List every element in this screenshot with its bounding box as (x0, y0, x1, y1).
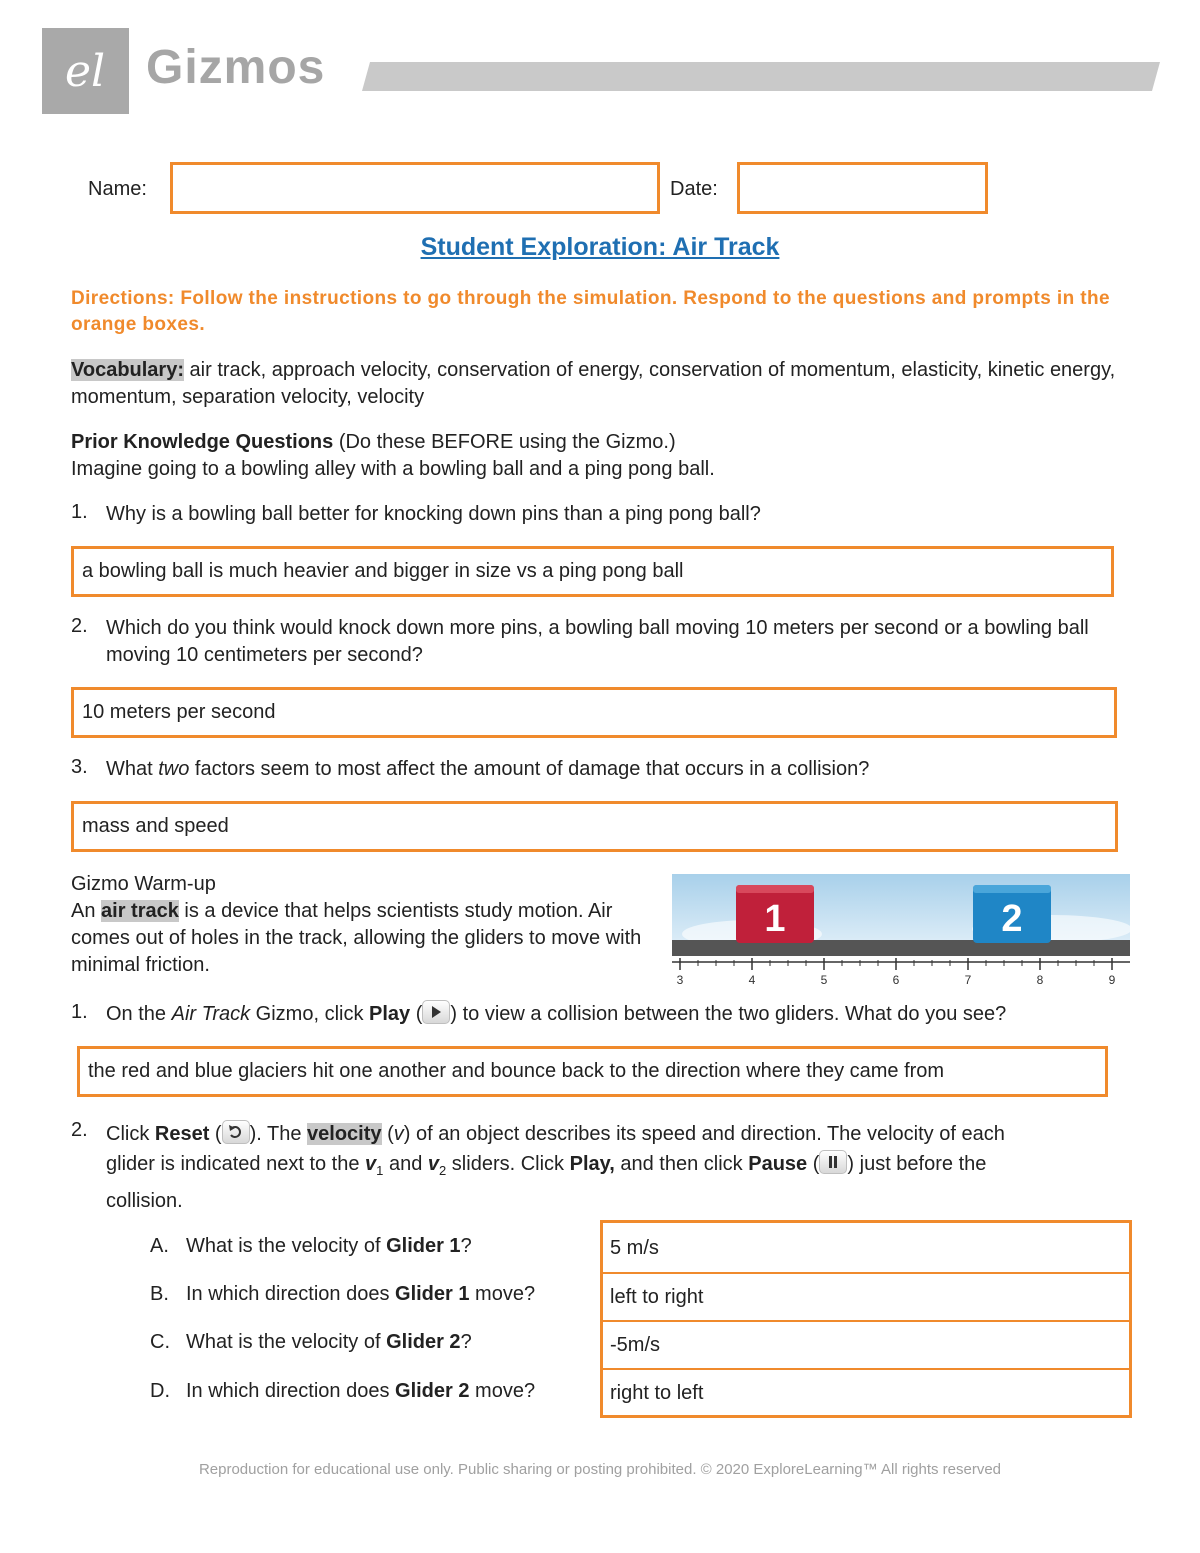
prior-intro: Imagine going to a bowling alley with a bowling ball and a ping pong ball. (71, 458, 715, 480)
pause-icon (819, 1150, 847, 1174)
sub-text (186, 1331, 472, 1354)
q-text: ( (807, 1153, 820, 1175)
answer-cell-a[interactable] (603, 1223, 1129, 1273)
play-icon (422, 1000, 450, 1024)
q-text: Click (106, 1123, 155, 1145)
sub-text (186, 1380, 535, 1403)
svg-text:el: el (64, 46, 106, 97)
q2-line-2 (106, 1149, 1136, 1186)
q-text: ) to view a collision between the two gliders. What do you see? (450, 1003, 1007, 1025)
prior-heading: Prior Knowledge Questions (71, 431, 334, 453)
pause-label: Pause (748, 1153, 808, 1175)
q-text: ( (410, 1003, 423, 1025)
q3-text-italic: two (158, 758, 190, 780)
play-label: Play, (569, 1153, 615, 1175)
q-text: In which direction does (186, 1283, 396, 1305)
warmup-heading: Gizmo Warm-up (71, 873, 216, 895)
q-text: ? (460, 1331, 472, 1353)
velocity-term: velocity (307, 1123, 382, 1145)
q-text: sliders. Click (446, 1153, 570, 1175)
name-label: Name: (88, 178, 147, 200)
answer-text: right to left (610, 1381, 704, 1404)
vocabulary-label: Vocabulary: (71, 359, 184, 381)
answer-cell-b[interactable] (603, 1272, 1129, 1320)
directions-text: Directions: Follow the instructions to go through the simulation. Respond to the questions and prompts in the orange boxes. (71, 288, 1110, 335)
glider-1 (736, 885, 814, 943)
answer-cell-c[interactable] (603, 1320, 1129, 1368)
warmup-intro-b: is a device that helps scientists study motion. Air comes out of holes in the track, allowing the gliders to move with minimal friction. (71, 900, 642, 976)
q-text-bold: Glider 1 (395, 1283, 470, 1305)
reset-label: Reset (154, 1123, 210, 1145)
name-field[interactable] (170, 162, 660, 214)
header-bar (362, 62, 1160, 91)
q-text: ) just before the (847, 1153, 987, 1175)
answer-table (600, 1220, 1132, 1418)
q3-text-b: factors seem to most affect the amount of damage that occurs in a collision? (189, 758, 870, 780)
question-text (106, 1001, 1136, 1028)
sub-letter: C. (150, 1331, 170, 1353)
question-number: 1. (71, 1001, 88, 1023)
answer-text: a bowling ball is much heavier and bigger in size vs a ping pong ball (82, 560, 684, 582)
ruler-tick-label: 8 (1036, 973, 1044, 987)
q-text: ) of an object describes its speed and direction. The velocity of each (403, 1123, 1005, 1145)
v-symbol: v (393, 1123, 404, 1145)
answer-text: left to right (610, 1285, 704, 1308)
answer-cell-d[interactable] (603, 1368, 1129, 1416)
q-text: ? (460, 1235, 472, 1257)
answer-text: 10 meters per second (82, 701, 276, 723)
air-track-image (672, 874, 1130, 988)
q-text: In which direction does (186, 1380, 396, 1402)
q-text: move? (469, 1283, 536, 1305)
brand-name: Gizmos (146, 41, 326, 94)
question-text (106, 1119, 1136, 1216)
q-text-bold: Glider 2 (386, 1331, 461, 1353)
question-text: Which do you think would knock down more pins, a bowling ball moving 10 meters per second or a bowling ball moving 10 centimeters per second? (106, 617, 1089, 666)
v2-symbol: v (427, 1153, 440, 1175)
prior-heading-note: (Do these BEFORE using the Gizmo.) (333, 431, 676, 453)
q-text: Gizmo, click (250, 1003, 370, 1025)
answer-box-1[interactable] (71, 546, 1114, 597)
footer-copyright: Reproduction for educational use only. Public sharing or posting prohibited. © 2020 ExploreLearning™ All rights reserved (198, 1461, 1002, 1478)
q-text: move? (469, 1380, 536, 1402)
explorelearning-logo (42, 28, 129, 114)
q-text: On the (106, 1003, 172, 1025)
vocabulary-terms: air track, approach velocity, conservation of energy, conservation of momentum, elasticity, kinetic energy, momentum, separation velocity, velocity (71, 359, 1116, 408)
ruler-tick-label: 7 (964, 973, 972, 987)
sub-letter: A. (150, 1235, 169, 1257)
ruler-tick-label: 6 (892, 973, 900, 987)
glider-1-label: 1 (764, 898, 786, 940)
warmup-intro (71, 898, 661, 979)
v1-subscript: 1 (376, 1163, 384, 1178)
q-text: ( (209, 1123, 222, 1145)
ruler-tick-label: 9 (1108, 973, 1116, 987)
warmup-intro-a: An (71, 900, 102, 922)
question-number: 3. (71, 756, 88, 778)
question-number: 1. (71, 501, 88, 523)
sub-text (186, 1283, 535, 1306)
v2-subscript: 2 (439, 1163, 447, 1178)
ruler-tick-label: 3 (676, 973, 684, 987)
ruler-tick-label: 4 (748, 973, 756, 987)
answer-text: 5 m/s (610, 1236, 659, 1259)
vocabulary (71, 357, 1131, 411)
page-title: Student Exploration: Air Track (420, 233, 780, 261)
q-text: ( (381, 1123, 394, 1145)
v1-symbol: v (365, 1153, 377, 1175)
q-text: and (383, 1153, 428, 1175)
answer-box-2[interactable] (71, 687, 1117, 738)
q-text-italic: Air Track (171, 1003, 251, 1025)
sub-question-a (0, 1235, 600, 1265)
answer-text: -5m/s (610, 1333, 660, 1356)
sub-letter: D. (150, 1380, 170, 1402)
answer-text: mass and speed (82, 815, 229, 837)
answer-text: the red and blue glaciers hit one another and bounce back to the direction where they came from (88, 1060, 945, 1082)
sub-text (186, 1235, 472, 1258)
air-track-term: air track (101, 900, 179, 922)
play-label: Play (369, 1003, 411, 1025)
q-text-bold: Glider 2 (395, 1380, 470, 1402)
q-text: What is the velocity of (186, 1331, 387, 1353)
q2-line-3: collision. (106, 1190, 183, 1212)
q-text: What is the velocity of (186, 1235, 387, 1257)
sub-letter: B. (150, 1283, 169, 1305)
reset-icon (222, 1120, 250, 1144)
ruler-tick-label: 5 (820, 973, 828, 987)
answer-box-3[interactable] (71, 801, 1118, 852)
glider-2 (973, 885, 1051, 943)
q-text-bold: Glider 1 (386, 1235, 461, 1257)
question-text: Why is a bowling ball better for knocking down pins than a ping pong ball? (106, 503, 761, 525)
question-text (106, 756, 1136, 783)
warmup-answer-box-1[interactable] (77, 1046, 1108, 1097)
q-text: and then click (614, 1153, 749, 1175)
sub-question-d (0, 1380, 600, 1410)
q-text: ). The (249, 1123, 308, 1145)
q3-text-a: What (106, 758, 159, 780)
sub-question-c (0, 1331, 600, 1361)
question-number: 2. (71, 615, 88, 637)
date-label: Date: (670, 178, 718, 200)
question-number: 2. (71, 1119, 88, 1141)
date-field[interactable] (737, 162, 988, 214)
glider-2-label: 2 (1001, 898, 1023, 940)
q-text: glider is indicated next to the (106, 1153, 366, 1175)
prior-knowledge-heading (71, 429, 1131, 456)
q2-line-1 (106, 1119, 1136, 1149)
sub-question-b (0, 1283, 600, 1313)
